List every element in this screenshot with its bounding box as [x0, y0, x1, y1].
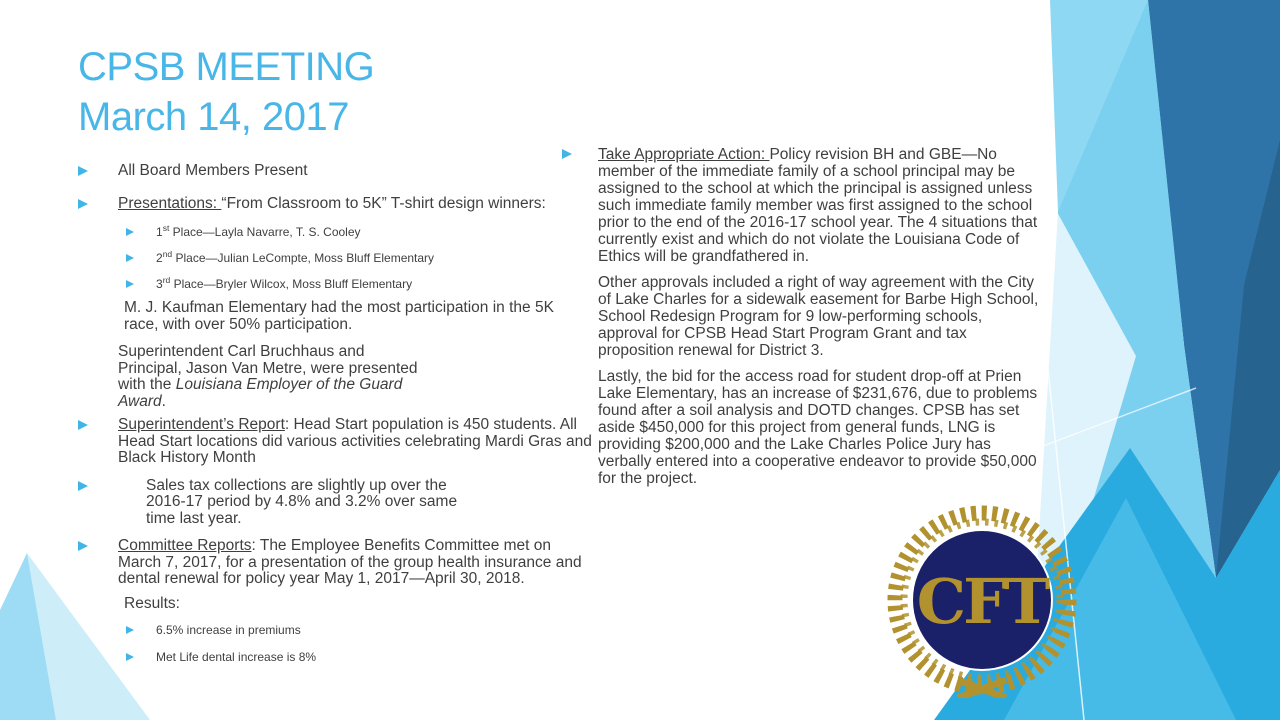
underlined-label: Take Appropriate Action: [598, 146, 770, 163]
paragraph [118, 344, 430, 410]
underlined-label: Presentations: [118, 194, 222, 212]
cft-emblem-logo [884, 502, 1080, 698]
right-paragraph-2: Other approvals included a right of way agreement with the City of Lake Charles for a sidewalk easement for Barbe High School, School Redesign Program for 9 low-performing schools, approval for CPSB Head Start Program Grant and tax proposition renewal for District 3. [598, 274, 1039, 359]
bullet-item [78, 163, 594, 180]
bullet-text-span: Place—Layla Navarre, T. S. Cooley [169, 225, 361, 239]
bullet-text [118, 417, 594, 467]
ordinal-number: 1 [156, 225, 163, 239]
ordinal-number: 2 [156, 251, 163, 265]
underlined-label: Superintendent’s Report [118, 416, 285, 433]
bullet-arrow-icon [78, 199, 88, 209]
sub-bullet-text [156, 275, 413, 291]
bullet-arrow-icon [126, 280, 134, 288]
bullet-text [118, 478, 480, 528]
paragraph [124, 596, 594, 613]
bullet-arrow-icon [78, 541, 88, 551]
ordinal-suffix: rd [162, 275, 171, 285]
bullet-arrow-icon [78, 481, 88, 491]
right-column [562, 146, 1048, 496]
bullet-arrow-icon [562, 149, 572, 159]
paragraph-text-span: Superintendent Carl Bruchhaus and Principal, Jason Van Metre, were presented with the [118, 343, 418, 393]
sub-bullet-item [126, 651, 594, 664]
slide-title [78, 42, 374, 142]
bullet-text [118, 538, 594, 588]
paragraph-text [118, 344, 430, 410]
right-column-text [598, 146, 1044, 496]
sub-bullet-text: Met Life dental increase is 8% [156, 650, 317, 664]
bullet-item [78, 478, 594, 528]
title-line-1: CPSB MEETING [78, 45, 375, 89]
sub-bullet-item [126, 249, 594, 265]
ordinal-number: 3 [156, 277, 163, 291]
paragraph-text-span: Policy revision BH and GBE—No member of the immediate family of a school principal may be assigned to the school at which the principal is assigned unless such immediate family member was first assigned to the school prior to the end of the 2016-17 school year. The 4 situations that currently exist and which do not violate the Louisiana Code of Ethics will be grandfathered in. [598, 146, 1038, 265]
underlined-label: Committee Reports [118, 537, 252, 554]
bullet-text [118, 163, 308, 180]
paragraph [124, 300, 592, 333]
sub-bullet-item [126, 624, 594, 637]
bullet-arrow-icon [78, 166, 88, 176]
bullet-item [78, 417, 594, 467]
cft-monogram: CFT [916, 565, 1048, 638]
sub-bullet-text [156, 249, 435, 265]
left-column [78, 163, 594, 664]
paragraph-text-span: . [161, 392, 166, 410]
bullet-item [78, 196, 594, 213]
bullet-arrow-icon [126, 228, 134, 236]
sub-bullet-item [126, 275, 594, 291]
right-paragraph-1 [598, 146, 1044, 265]
ordinal-suffix: st [162, 223, 170, 233]
bullet-arrow-icon [126, 254, 134, 262]
bullet-text-span: All Board Members Present [118, 162, 308, 179]
paragraph-text: M. J. Kaufman Elementary had the most participation in the 5K race, with over 50% participation. [124, 299, 554, 333]
bullet-text-span: “From Classroom to 5K” T-shirt design winners: [221, 194, 546, 212]
bullet-text-span: Sales tax collections are slightly up over the 2016-17 period by 4.8% and 3.2% over same time last year. [146, 476, 458, 527]
paragraph-text: Results: [124, 594, 180, 612]
sub-bullet-item [126, 223, 594, 239]
bullet-arrow-icon [78, 420, 88, 430]
bullet-text-span: : The Employee Benefits Committee met on March 7, 2017, for a presentation of the group health insurance and dental renewal for policy year May 1, 2017—April 30, 2018. [118, 537, 582, 587]
sub-bullet-text: 6.5% increase in premiums [156, 623, 301, 637]
bullet-text [118, 196, 546, 213]
bullet-item [78, 538, 594, 588]
italic-award-name: Louisiana Employer of the Guard Award [118, 376, 403, 410]
bullet-text-span: Place—Bryler Wilcox, Moss Bluff Elementary [170, 277, 413, 291]
bullet-arrow-icon [126, 626, 134, 634]
right-paragraph-3: Lastly, the bid for the access road for student drop-off at Prien Lake Elementary, has an increase of $231,676, due to problems found after a soil analysis and DOTD changes. CPSB has set aside $450,000 for this project from general funds, LNG is providing $200,000 and the Lake Charles Police Jury has verbally entered into a cooperative endeavor to provide $50,000 for the project. [598, 368, 1038, 487]
ordinal-suffix: nd [162, 249, 173, 259]
bullet-arrow-icon [126, 653, 134, 661]
bullet-text-span: Place—Julian LeCompte, Moss Bluff Elementary [172, 251, 435, 265]
sub-bullet-text [156, 223, 361, 239]
bullet-text-span: : Head Start population is 450 students. All Head Start locations did various activities celebrating Mardi Gras and Black History Month [118, 416, 592, 466]
title-line-2: March 14, 2017 [78, 95, 349, 139]
